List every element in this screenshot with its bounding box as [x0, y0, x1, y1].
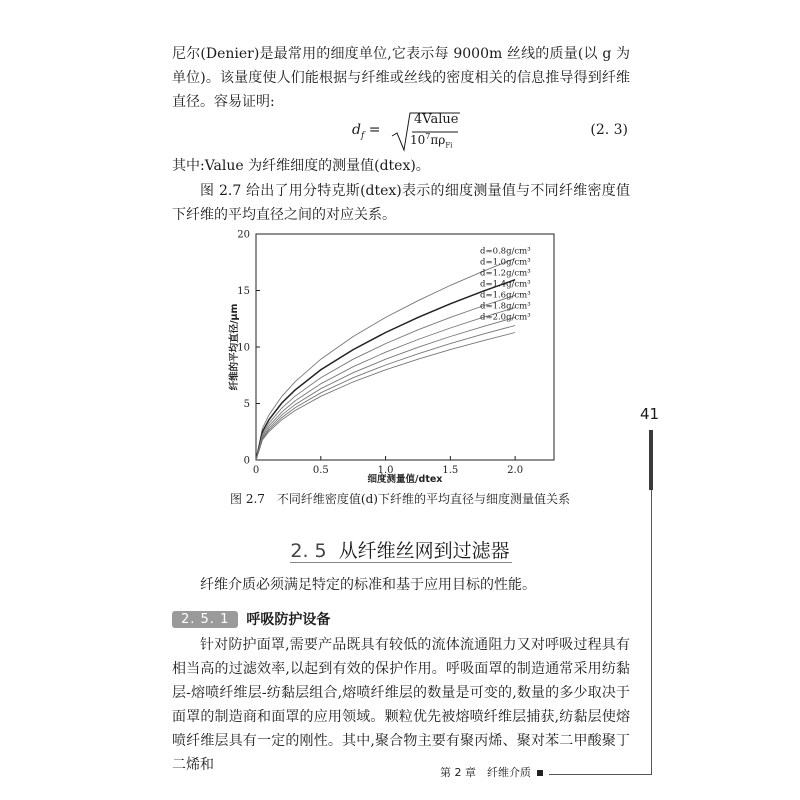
page-number: 41	[640, 405, 660, 423]
x-axis-label: 细度测量值/dtex	[367, 474, 443, 484]
y-tick-label: 0	[243, 455, 250, 467]
margin-rule-marker	[649, 430, 653, 490]
footer-square-icon	[537, 770, 543, 776]
equation-2-3	[172, 110, 630, 154]
figure-caption: 图 2.7 不同纤维密度值(d)下纤维的平均直径与细度测量值关系	[230, 492, 570, 506]
series-label: d=1.6g/cm³	[480, 290, 531, 301]
series-label: d=0.8g/cm³	[480, 246, 531, 257]
x-tick-label: 2.0	[507, 465, 524, 476]
series-line	[256, 317, 515, 460]
series-line	[256, 326, 515, 461]
series-label: d=1.2g/cm³	[480, 268, 531, 279]
equation-number: (2. 3)	[590, 122, 628, 138]
running-footer: 第 2 章 纤维介质	[440, 764, 543, 780]
series-line	[256, 295, 515, 460]
series-label: d=1.8g/cm³	[480, 301, 531, 312]
paragraph-media: 纤维介质必须满足特定的标准和基于应用目标的性能。	[200, 577, 536, 593]
section-title: 从纤维丝网到过滤器	[338, 540, 510, 562]
subsection-heading	[172, 608, 330, 630]
series-label: d=2.0g/cm³	[480, 312, 531, 323]
equation-numerator: 4Value	[414, 112, 459, 127]
section-number: 2. 5	[290, 540, 327, 562]
x-tick-label: 1.5	[442, 465, 459, 476]
series-label: d=1.0g/cm³	[480, 257, 531, 268]
x-tick-label: 0.5	[312, 465, 329, 476]
equation-lhs: $d_f$ =	[352, 122, 381, 141]
paragraph-respirator: 针对防护面罩,需要产品既具有较低的流体流通阻力又对呼吸过程具有相当高的过滤效率,以起到有效的保护作用。呼吸面罩的制造通常采用纺黏层-熔喷纤维层-纺黏层组合,熔喷纤维层的数量是可变的,数量的多少取决于面罩的制造商和面罩的应用领域。颗粒优先被熔喷纤维层捕获,纺黏层使熔喷纤维层具有一定的刚性。其中,聚合物主要有聚丙烯、聚对苯二甲酸聚丁二烯和	[172, 637, 630, 773]
series-label: d=1.4g/cm³	[480, 279, 531, 290]
y-axis-label: 纤维的平均直径/μm	[229, 303, 240, 391]
section-underline	[290, 562, 512, 563]
y-tick-label: 10	[237, 342, 250, 354]
x-tick-label: 1.0	[377, 465, 394, 476]
series-line	[256, 308, 515, 460]
figure-2-7-chart	[226, 228, 566, 484]
y-tick-label: 5	[243, 399, 250, 410]
x-tick-label: 0	[252, 465, 260, 476]
footer-rule	[549, 774, 652, 775]
y-tick-label: 20	[237, 229, 250, 241]
paragraph-figure-reference: 图 2.7 给出了用分特克斯(dtex)表示的细度测量值与不同纤维密度值下纤维的平均直径之间的对应关系。	[172, 183, 630, 223]
equation-denominator: $10^7\pi\rho_{Fi}$	[410, 132, 453, 150]
chart-svg	[226, 228, 566, 484]
paragraph-denier: 尼尔(Denier)是最常用的细度单位,它表示每 9000m 丝线的质量(以 g 为单位)。该量度使人们能根据与纤维或丝线的密度相关的信息推导得到纤维直径。容易证明:	[172, 46, 630, 110]
y-tick-label: 15	[237, 286, 250, 297]
section-heading	[0, 536, 800, 563]
paragraph-note: 其中:Value 为纤维细度的测量值(dtex)。	[172, 158, 430, 174]
subsection-title: 呼吸防护设备	[246, 612, 331, 628]
subsection-number-badge: 2. 5. 1	[172, 611, 238, 628]
